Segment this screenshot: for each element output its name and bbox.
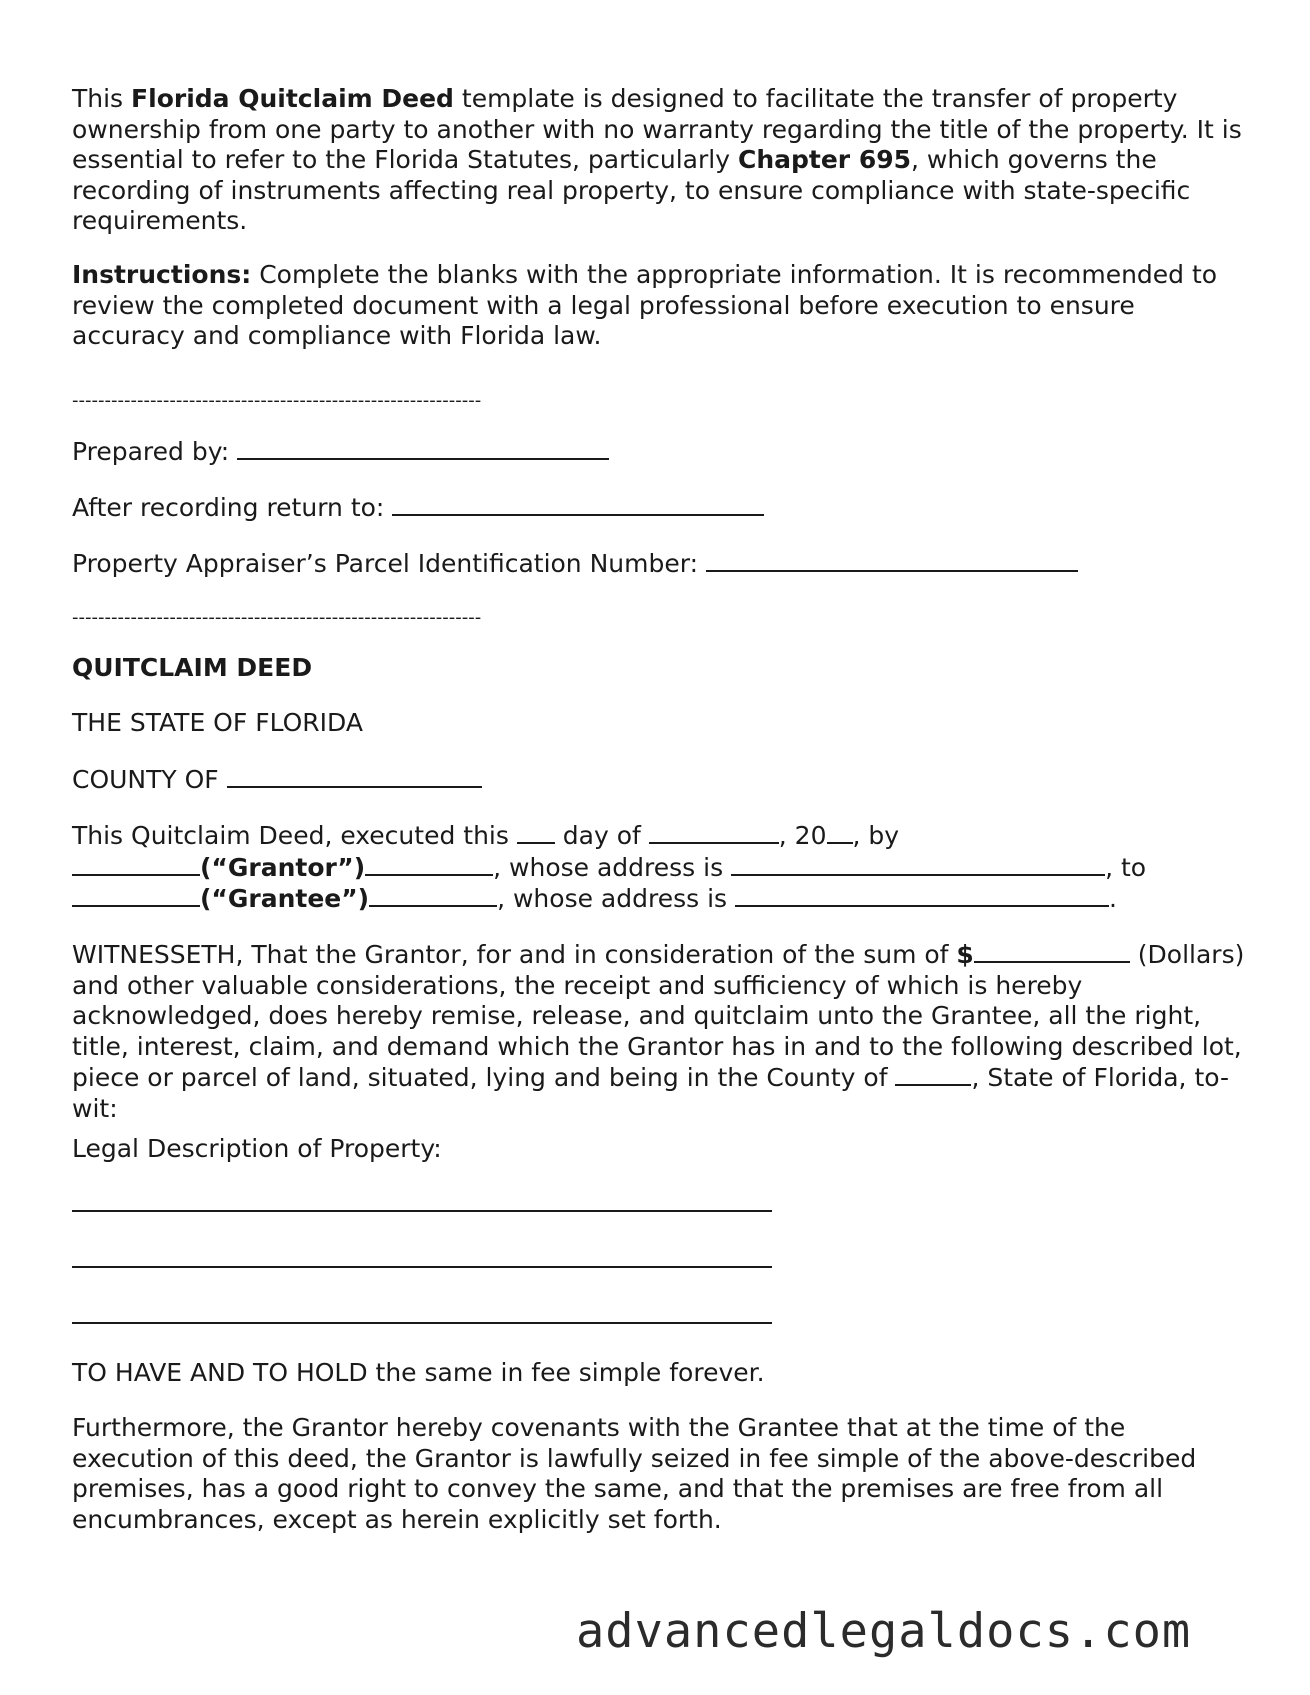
execution-text-d: , by: [852, 821, 900, 850]
execution-line-2: [72, 852, 1252, 884]
execution-line-3: [72, 883, 1252, 915]
intro-bold-chapter: Chapter 695: [737, 145, 912, 174]
day-blank[interactable]: [517, 820, 555, 844]
intro-paragraph: [72, 84, 1252, 237]
intro-text-1: This: [72, 84, 132, 113]
grantor-name-blank-b[interactable]: [365, 852, 493, 876]
execution-text-c: , 20: [778, 821, 827, 850]
witnesseth-text-c: , State of Florida, to-wit:: [72, 1063, 1230, 1123]
legal-description-line-1[interactable]: [72, 1210, 772, 1212]
county-line: [72, 764, 482, 796]
year-blank[interactable]: [827, 820, 853, 844]
dollar-sign: $: [956, 940, 974, 969]
witnesseth-text-a: WITNESSETH, That the Grantor, for and in consideration of the sum of: [72, 940, 957, 969]
state-line: THE STATE OF FLORIDA: [72, 708, 363, 737]
witnesseth-text-b: (Dollars) and other valuable considerations, the receipt and sufficiency of which is hereby acknowledged, does hereby remise, release, and quitclaim unto the Grantee, all the right, title, interest, claim, and demand which the Grantor has in and to the following described lot, piece or parcel of land, situated, lying and being in the County of: [72, 940, 1245, 1092]
instructions-text: Complete the blanks with the appropriate information. It is recommended to review the completed document with a legal professional before execution to ensure accuracy and compliance with Florida law.: [72, 260, 1218, 350]
county-of-land-blank[interactable]: [895, 1062, 971, 1086]
return-to-blank[interactable]: [392, 492, 764, 516]
grantee-address-label: , whose address is: [497, 884, 728, 913]
parcel-id-line: [72, 548, 1078, 580]
witnesseth-paragraph: [72, 939, 1252, 1124]
watermark: advancedlegaldocs.com: [576, 1604, 1192, 1659]
parcel-id-blank[interactable]: [706, 548, 1078, 572]
execution-line-1: [72, 820, 1252, 852]
intro-bold-title: Florida Quitclaim Deed: [131, 84, 454, 113]
period-text: .: [1109, 884, 1117, 913]
divider-bottom: ---------------------------------------------------------------: [72, 607, 482, 628]
legal-description-line-2[interactable]: [72, 1266, 772, 1268]
habendum-line: TO HAVE AND TO HOLD the same in fee simple forever.: [72, 1358, 765, 1387]
prepared-by-label: Prepared by:: [72, 437, 230, 466]
execution-block: [72, 820, 1252, 915]
covenant-paragraph: Furthermore, the Grantor hereby covenants with the Grantee that at the time of the execution of this deed, the Grantor is lawfully seized in fee simple of the above-described premises, has a good right to convey the same, and that the premises are free from all encumbrances, except as herein explicitly set forth.: [72, 1413, 1197, 1534]
execution-text-a: This Quitclaim Deed, executed this: [72, 821, 509, 850]
grantee-address-blank[interactable]: [735, 883, 1109, 907]
return-to-label: After recording return to:: [72, 493, 385, 522]
prepared-by-blank[interactable]: [237, 436, 609, 460]
execution-text-b: day of: [562, 821, 641, 850]
return-to-line: [72, 492, 764, 524]
legal-description-label: Legal Description of Property:: [72, 1134, 442, 1163]
parcel-id-label: Property Appraiser’s Parcel Identification Number:: [72, 549, 699, 578]
to-text: , to: [1105, 852, 1147, 882]
instructions-paragraph: [72, 260, 1252, 352]
amount-blank[interactable]: [974, 939, 1130, 963]
intro-text-2: template is designed to facilitate the transfer of property ownership from one party to another with no warranty regarding the title of the property. It is essential to refer to the Florida Statutes, particularly: [72, 84, 1242, 174]
county-label: COUNTY OF: [72, 765, 219, 794]
grantor-label: (“Grantor”): [200, 852, 366, 882]
prepared-by-line: [72, 436, 609, 468]
instructions-label: Instructions:: [72, 260, 252, 289]
county-blank[interactable]: [227, 764, 482, 788]
grantee-label: (“Grantee”): [200, 884, 370, 913]
month-blank[interactable]: [649, 820, 779, 844]
deed-title: QUITCLAIM DEED: [72, 653, 313, 682]
divider-top: ---------------------------------------------------------------: [72, 390, 482, 411]
grantee-name-blank-a[interactable]: [72, 883, 200, 907]
grantor-address-label: , whose address is: [493, 852, 724, 882]
intro-text-3: , which governs the recording of instruments affecting real property, to ensure compliance with state-specific requirements.: [72, 145, 1191, 235]
grantor-address-blank[interactable]: [731, 852, 1105, 876]
legal-description-line-3[interactable]: [72, 1322, 772, 1324]
grantor-name-blank-a[interactable]: [72, 852, 200, 876]
grantee-name-blank-b[interactable]: [369, 883, 497, 907]
